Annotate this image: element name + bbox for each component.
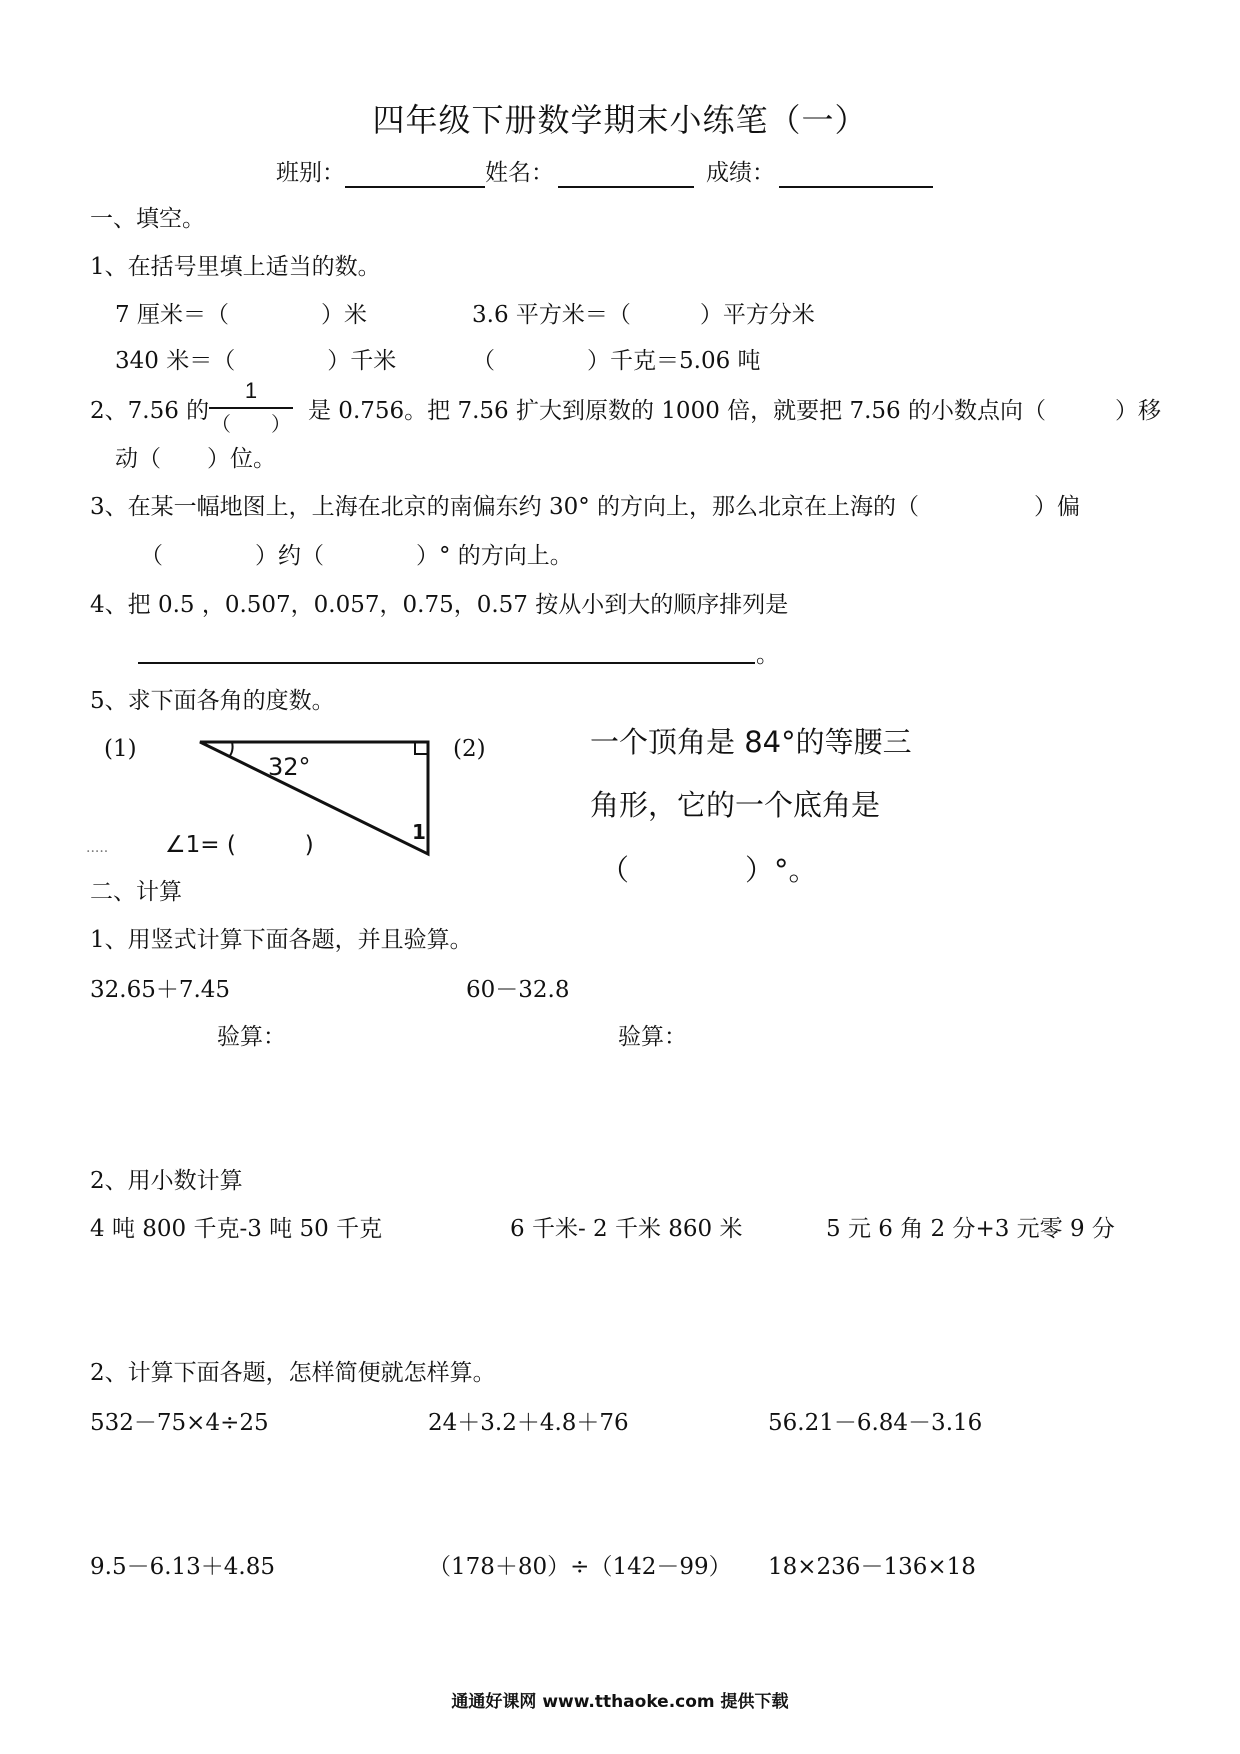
q5-label-1: (1) xyxy=(104,736,137,762)
calc-q3-text: 2、计算下面各题，怎样简便就怎样算。 xyxy=(90,1360,496,1386)
calc-q2-expr-1: 4 吨 800 千克-3 吨 50 千克 xyxy=(90,1216,383,1242)
q1-item-c: 340 米＝（ ）千米 xyxy=(115,348,397,374)
score-label: 成绩： xyxy=(706,160,775,186)
q4-answer-line[interactable] xyxy=(138,662,755,664)
section2-heading: 二、计算 xyxy=(90,879,182,905)
calc-q1-text: 1、用竖式计算下面各题，并且验算。 xyxy=(90,927,473,953)
fraction-numerator: 1 xyxy=(244,378,258,403)
section1-heading: 一、填空。 xyxy=(90,206,205,232)
class-label: 班别： xyxy=(276,160,345,186)
angle-1-mark: 1 xyxy=(412,820,426,844)
q5-text: 5、求下面各角的度数。 xyxy=(90,688,335,714)
fraction-bar xyxy=(209,407,293,409)
isosceles-line3: （ ）°。 xyxy=(600,853,818,887)
footer-credit: 通通好课网 www.tthaoke.com 提供下载 xyxy=(451,1692,789,1712)
fraction-denominator: （ ） xyxy=(211,412,291,436)
q5-label-2: (2) xyxy=(453,736,486,762)
q3-line2: （ ）约（ ）° 的方向上。 xyxy=(140,543,573,569)
q1-item-a: 7 厘米＝（ ）米 xyxy=(115,302,367,328)
class-blank[interactable] xyxy=(345,160,485,188)
q2-fraction xyxy=(207,378,295,440)
right-angle-mark xyxy=(415,742,428,754)
angle-arc xyxy=(229,742,233,757)
isosceles-line1: 一个顶角是 84°的等腰三 xyxy=(590,725,912,759)
check-label-2: 验算： xyxy=(618,1024,687,1050)
calc-q2-expr-2: 6 千米- 2 千米 860 米 xyxy=(510,1216,743,1242)
check-label-1: 验算： xyxy=(217,1024,286,1050)
q4-text: 4、把 0.5 ，0.507，0.057，0.75，0.57 按从小到大的顺序排列是 xyxy=(90,592,789,618)
calc-q3-expr-6: 18×236－136×18 xyxy=(768,1554,976,1580)
q2-prefix: 2、7.56 的 xyxy=(90,398,210,424)
calc-q3-expr-1: 532－75×4÷25 xyxy=(90,1410,269,1436)
info-row xyxy=(276,158,933,188)
isosceles-line2: 角形，它的一个底角是 xyxy=(590,788,881,822)
angle1-answer: ∠1= ( ) xyxy=(165,832,314,858)
q1-text: 1、在括号里填上适当的数。 xyxy=(90,254,381,280)
q1-item-d: （ ）千克＝5.06 吨 xyxy=(472,348,761,374)
angle-32-label: 32° xyxy=(268,753,311,781)
calc-q1-expr-1: 32.65＋7.45 xyxy=(90,977,231,1003)
page-title: 四年级下册数学期末小练笔（一） xyxy=(372,101,868,139)
q2-line2: 动（ ）位。 xyxy=(115,446,276,472)
q4-end: 。 xyxy=(756,642,779,668)
name-blank[interactable] xyxy=(558,160,694,188)
q2-suffix: 是 0.756。把 7.56 扩大到原数的 1000 倍，就要把 7.56 的小数点向（ ）移 xyxy=(308,398,1161,424)
q3-line1: 3、在某一幅地图上，上海在北京的南偏东约 30° 的方向上，那么北京在上海的（ ）偏 xyxy=(90,494,1081,520)
calc-q1-expr-2: 60－32.8 xyxy=(466,977,570,1003)
name-label: 姓名： xyxy=(485,160,554,186)
calc-q3-expr-3: 56.21－6.84－3.16 xyxy=(768,1410,983,1436)
q1-item-b: 3.6 平方米＝（ ）平方分米 xyxy=(472,302,815,328)
score-blank[interactable] xyxy=(779,160,933,188)
calc-q3-expr-5: （178＋80）÷（142－99） xyxy=(428,1554,732,1580)
calc-q3-expr-2: 24＋3.2＋4.8＋76 xyxy=(428,1410,629,1436)
calc-q2-expr-3: 5 元 6 角 2 分+3 元零 9 分 xyxy=(826,1216,1115,1242)
calc-q3-expr-4: 9.5－6.13＋4.85 xyxy=(90,1554,275,1580)
dotted-mark: ..... xyxy=(86,840,109,856)
calc-q2-text: 2、用小数计算 xyxy=(90,1168,243,1194)
